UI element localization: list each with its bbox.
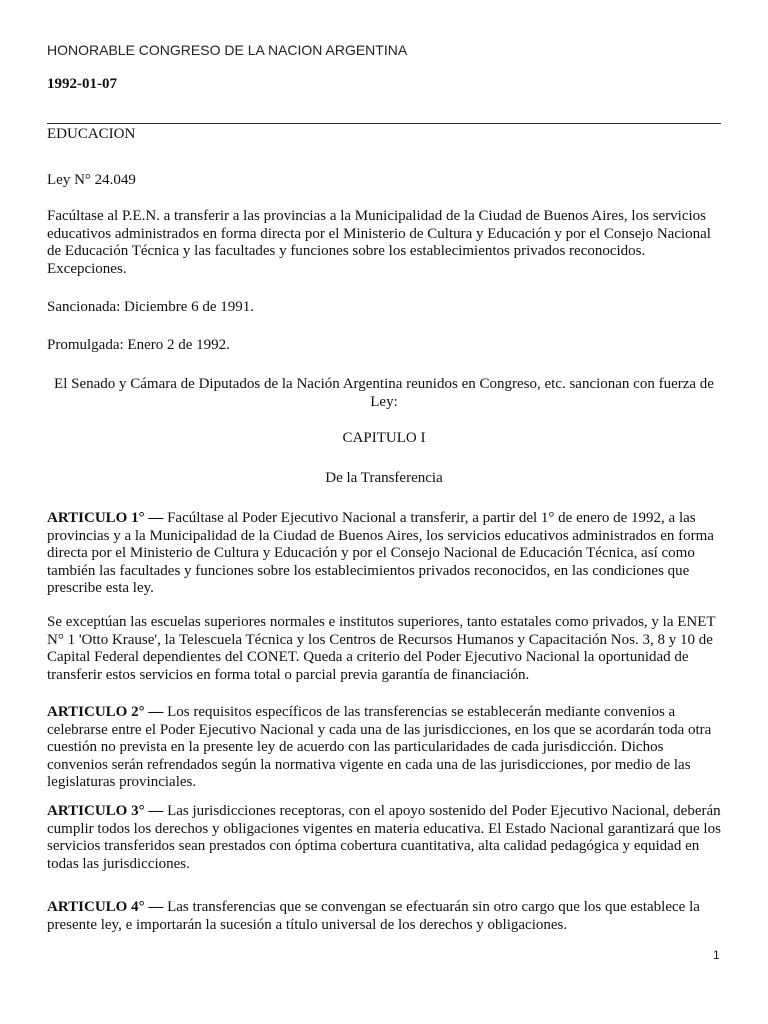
article-1-exceptions [47,614,721,684]
preamble: El Senado y Cámara de Diputados de la Nación Argentina reunidos en Congreso, etc. sancionan con fuerza de Ley: [54,376,714,410]
article-label: ARTICULO 2° — [47,704,164,720]
section-title: EDUCACION [47,126,136,142]
chapter-title: De la Transferencia [325,470,443,486]
article-4 [47,899,721,934]
article-text: Se exceptúan las escuelas superiores normales e institutos superiores, tanto estatales como privados, y la ENET N° 1 'Otto Krause', la Telescuela Técnica y los Centros de Recursos Humanos y Capacitación Nos. 3, 8 y 10 de Capital Federal dependientes del CONET. Queda a criterio del Poder Ejecutivo Nacional la oportunidad de transferir estos servicios en forma total o parcial previa garantía de financiación. [47,614,716,683]
article-label: ARTICULO 1° — [47,510,164,526]
header-divider [47,123,721,124]
article-1 [47,510,721,598]
article-label: ARTICULO 3° — [47,803,164,819]
chapter-heading: CAPITULO I [342,430,426,446]
document-header: HONORABLE CONGRESO DE LA NACION ARGENTINA [47,42,408,58]
article-label: ARTICULO 4° — [47,899,164,915]
article-text: Los requisitos específicos de las transferencias se establecerán mediante convenios a celebrarse entre el Poder Ejecutivo Nacional y cada una de las jurisdicciones, en los que se acordarán toda otra cuestión no prevista en la presente ley de acuerdo con las particularidades de cada jurisdicción. Dichos convenios serán refrendados según la normativa vigente en cada una de las jurisdicciones, por medio de las legislaturas provinciales. [47,704,712,790]
article-3 [47,803,721,873]
article-text: Facúltase al Poder Ejecutivo Nacional a transferir, a partir del 1° de enero de 1992, a las provincias y a la Municipalidad de la Ciudad de Buenos Aires, los servicios educativos administrados en forma directa por el Ministerio de Cultura y Educación y por el Consejo Nacional de Educación Técnica, así como también las facultades y funciones sobre los establecimientos privados reconocidos, en las condiciones que prescribe esta ley. [47,510,714,596]
law-number: Ley N° 24.049 [47,172,136,188]
law-summary: Facúltase al P.E.N. a transferir a las provincias a la Municipalidad de la Ciudad de Buenos Aires, los servicios educativos administrados en forma directa por el Ministerio de Cultura y Educación y por el Consejo Nacional de Educación Técnica y las facultades y funciones sobre los establecimientos privados reconocidos. Excepciones. [47,208,711,277]
page-number: 1 [713,948,720,962]
article-text: Las transferencias que se convengan se efectuarán sin otro cargo que los que establece la presente ley, e importarán la sucesión a título universal de los derechos y obligaciones. [47,899,700,933]
article-text: Las jurisdicciones receptoras, con el apoyo sostenido del Poder Ejecutivo Nacional, deberán cumplir todos los derechos y obligaciones vigentes en materia educativa. El Estado Nacional garantizará que los servicios transferidos sean prestados con óptima cobertura cuantitativa, alta calidad pedagógica y equidad en todas las jurisdicciones. [47,803,721,872]
document-date: 1992-01-07 [47,76,117,92]
article-2 [47,704,721,792]
promulgated-date: Promulgada: Enero 2 de 1992. [47,337,230,353]
sanctioned-date: Sancionada: Diciembre 6 de 1991. [47,299,255,315]
